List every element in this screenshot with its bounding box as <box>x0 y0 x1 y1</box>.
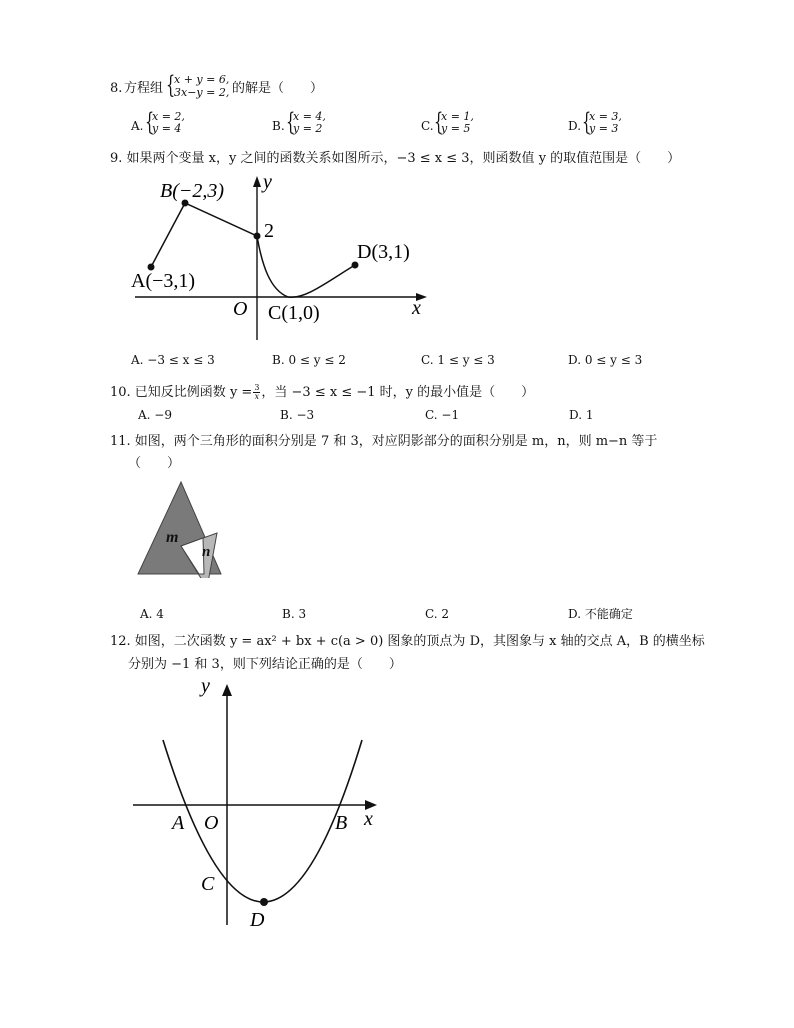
label-2: 2 <box>264 220 274 242</box>
label-c: C(1,0) <box>268 302 320 324</box>
y-axis-arrow <box>222 684 232 696</box>
q11-stem-line-1: 11. 如图，两个三角形的面积分别是 7 和 3，对应阴影部分的面积分别是 m，n，则 m−n 等于 <box>110 434 658 449</box>
label-o: O <box>233 298 248 320</box>
option-label: C. <box>421 119 434 133</box>
label-x: x <box>364 808 373 830</box>
q10-option-a[interactable]: A. −9 <box>138 408 172 422</box>
q9-option-b[interactable]: B. 0 ≤ y ≤ 2 <box>272 353 346 367</box>
vertex-d <box>260 898 268 906</box>
q11-option-d[interactable]: D. 不能确定 <box>568 607 633 621</box>
label-x: x <box>412 297 421 319</box>
q12-stem-line-2: 分别为 −1 和 3，则下列结论正确的是（ ） <box>128 657 402 672</box>
label-n: n <box>202 544 211 560</box>
q9-option-c[interactable]: C. 1 ≤ y ≤ 3 <box>421 353 495 367</box>
option-line: y = 3 <box>589 122 619 135</box>
fraction-denominator: x <box>254 392 260 401</box>
option-line: x = 2, <box>152 110 185 123</box>
q10-stem-post: ，当 −3 ≤ x ≤ −1 时，y 的最小值是（ ） <box>261 385 535 400</box>
label-m: m <box>166 529 179 546</box>
label-d: D <box>250 909 265 931</box>
q12-parabola-graph <box>125 670 395 932</box>
q10-option-d[interactable]: D. 1 <box>569 408 594 422</box>
option-line: x = 1, <box>441 110 474 123</box>
q10-option-c[interactable]: C. −1 <box>425 408 460 422</box>
q11-option-b[interactable]: B. 3 <box>282 607 307 621</box>
q8-brace: { <box>166 71 176 99</box>
q9-option-d[interactable]: D. 0 ≤ y ≤ 3 <box>568 353 643 367</box>
q10-stem <box>110 384 534 401</box>
q9-stem: 9. 如果两个变量 x，y 之间的函数关系如图所示，−3 ≤ x ≤ 3，则函数值 y 的取值范围是（ ） <box>110 151 681 166</box>
option-line: x = 4, <box>293 110 326 123</box>
option-label: A. <box>131 119 144 133</box>
option-label: B. <box>272 119 285 133</box>
curve-cd <box>257 236 355 297</box>
q10-option-b[interactable]: B. −3 <box>280 408 315 422</box>
option-line: y = 2 <box>293 122 323 135</box>
fraction-numerator: 3 <box>254 383 260 392</box>
q12-stem-line-1: 12. 如图，二次函数 y = ax² + bx + c(a > 0) 图象的顶点为 D，其图象与 x 轴的交点 A，B 的横坐标 <box>110 634 705 649</box>
q8-stem-pre: 方程组 <box>124 81 164 96</box>
q9-option-a[interactable]: A. −3 ≤ x ≤ 3 <box>131 353 215 367</box>
option-line: y = 4 <box>152 122 182 135</box>
label-b: B(−2,3) <box>160 180 225 202</box>
q11-stem-line-2: （ ） <box>128 456 181 471</box>
label-b: B <box>335 812 348 834</box>
fraction-3-over-x <box>253 384 260 401</box>
label-a: A(−3,1) <box>131 270 196 292</box>
q11-triangles-figure <box>134 478 224 578</box>
brace: { <box>286 108 296 136</box>
q10-stem-pre: 10. 已知反比例函数 y = <box>110 385 253 400</box>
q8-system-line-1: x + y = 6, <box>174 73 230 86</box>
segment-abq <box>151 203 257 267</box>
label-o: O <box>204 812 219 834</box>
label-y: y <box>263 171 272 193</box>
q11-option-c[interactable]: C. 2 <box>425 607 450 621</box>
label-y: y <box>201 675 210 697</box>
parabola <box>163 740 362 902</box>
q8-system-line-2: 3x−y = 2, <box>174 86 230 99</box>
option-label: D. <box>568 119 582 133</box>
label-c: C <box>201 873 215 895</box>
option-line: x = 3, <box>589 110 622 123</box>
q11-option-a[interactable]: A. 4 <box>140 607 164 621</box>
label-d: D(3,1) <box>357 241 410 263</box>
label-a: A <box>172 812 185 834</box>
q9-function-graph <box>125 168 435 350</box>
q8-stem-post: 的解是（ ） <box>232 81 324 96</box>
option-line: y = 5 <box>441 122 471 135</box>
point-y-intercept <box>254 233 261 240</box>
q8-number: 8. <box>110 81 123 96</box>
brace: { <box>145 108 155 136</box>
brace: { <box>582 108 592 136</box>
y-axis-arrow <box>253 176 261 187</box>
brace: { <box>434 108 444 136</box>
